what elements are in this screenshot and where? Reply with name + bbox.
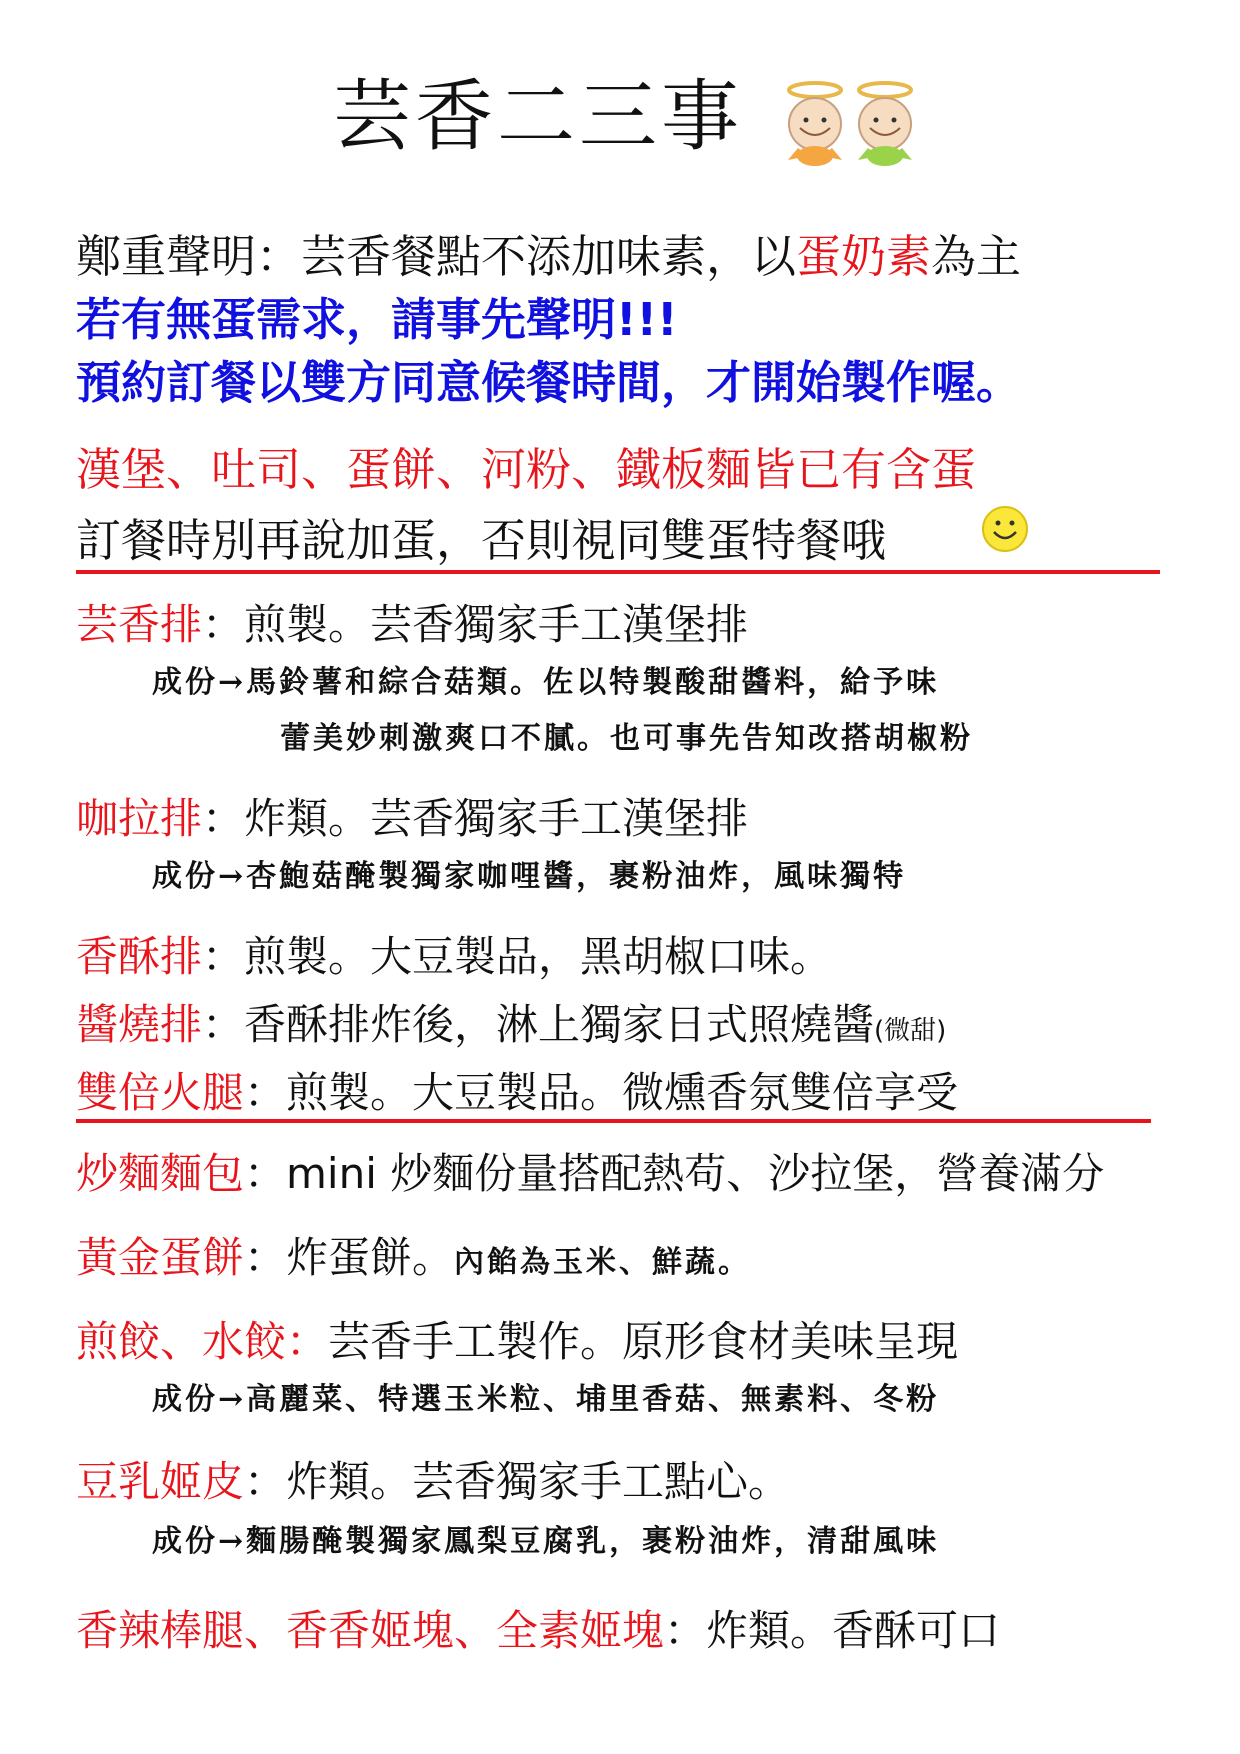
item-desc: ：炸類。芸香獨家手工點心。: [244, 1457, 791, 1506]
item-name: 香辣棒腿、香香姬塊、全素姬塊: [76, 1606, 665, 1655]
notice-line-1-post: 為主: [931, 230, 1022, 283]
item-name: 煎餃、水餃：: [76, 1317, 329, 1366]
item-desc: 芸香手工製作。原形食材美味呈現: [328, 1317, 959, 1366]
item-desc: ：mini 炒麵份量搭配熱苟、沙拉堡，營養滿分: [244, 1149, 1105, 1198]
item-name: 炒麵麵包: [76, 1149, 245, 1198]
item-desc: ：煎製。大豆製品，黑胡椒口味。: [202, 932, 833, 981]
item-ingredients-cont: 蕾美妙刺激爽口不膩。也可事先告知改搭胡椒粉: [280, 721, 973, 756]
item-desc: ：煎製。芸香獨家手工漢堡排: [202, 600, 749, 649]
item-desc: ：炸類。芸香獨家手工漢堡排: [202, 794, 749, 843]
smiley-icon: [980, 504, 1030, 554]
menu-item-tofu-skin: [76, 1457, 791, 1506]
item-desc: ：炸類。香酥可口: [664, 1606, 1001, 1655]
menu-item-double-ham: [76, 1068, 959, 1117]
item-desc: ：香酥排炸後，淋上獨家日式照燒醬: [202, 1000, 875, 1049]
item-name: 黃金蛋餅: [76, 1233, 245, 1282]
angel-icon: [770, 78, 930, 168]
item-name: 咖拉排: [76, 794, 203, 843]
item-desc: ：炸蛋餅。: [244, 1233, 455, 1282]
notice-line-1: [76, 230, 1022, 283]
menu-item-noodle-bread: [76, 1149, 1105, 1198]
notice-line-1-highlight: 蛋奶素: [796, 230, 932, 283]
item-ingredients: 成份→高麗菜、特選玉米粒、埔里香菇、無素料、冬粉: [152, 1382, 940, 1417]
menu-item-teriyaki-patty: [76, 1000, 947, 1049]
divider-1: [76, 570, 1160, 574]
item-note: 內餡為玉米、鮮蔬。: [454, 1245, 752, 1280]
item-name: 香酥排: [76, 932, 203, 981]
notice-line-4: 漢堡、吐司、蛋餅、河粉、鐵板麵皆已有含蛋: [76, 443, 977, 496]
item-desc: ：煎製。大豆製品。微燻香氛雙倍享受: [244, 1068, 959, 1117]
menu-item-golden-egg-pancake: [76, 1233, 752, 1282]
notice-line-5: 訂餐時別再說加蛋，否則視同雙蛋特餐哦: [76, 514, 887, 567]
item-name: 雙倍火腿: [76, 1068, 245, 1117]
menu-item-fried-nuggets: [76, 1606, 1001, 1655]
item-ingredients: 成份→杏鮑菇醃製獨家咖哩醬，裹粉油炸，風味獨特: [152, 859, 907, 894]
item-name: 醬燒排: [76, 1000, 203, 1049]
menu-item-dumplings: [76, 1317, 959, 1366]
menu-item-crispy-patty: [76, 932, 833, 981]
menu-item-yunxiang-patty: [76, 600, 749, 649]
divider-2: [76, 1119, 1151, 1123]
notice-line-1-pre: 鄭重聲明：芸香餐點不添加味素，以: [76, 230, 797, 283]
item-name: 芸香排: [76, 600, 203, 649]
item-ingredients: 成份→麵腸醃製獨家鳳梨豆腐乳，裹粉油炸，清甜風味: [152, 1524, 940, 1559]
notice-line-3: 預約訂餐以雙方同意候餐時間，才開始製作喔。: [76, 356, 1022, 409]
page-title: 芸香二三事: [333, 72, 744, 162]
item-name: 豆乳姬皮: [76, 1457, 245, 1506]
item-note: (微甜): [874, 1016, 947, 1046]
notice-line-2: 若有無蛋需求，請事先聲明!!!: [76, 293, 678, 346]
item-ingredients: 成份→馬鈴薯和綜合菇類。佐以特製酸甜醬料，給予味: [152, 665, 940, 700]
menu-item-curry-patty: [76, 794, 749, 843]
